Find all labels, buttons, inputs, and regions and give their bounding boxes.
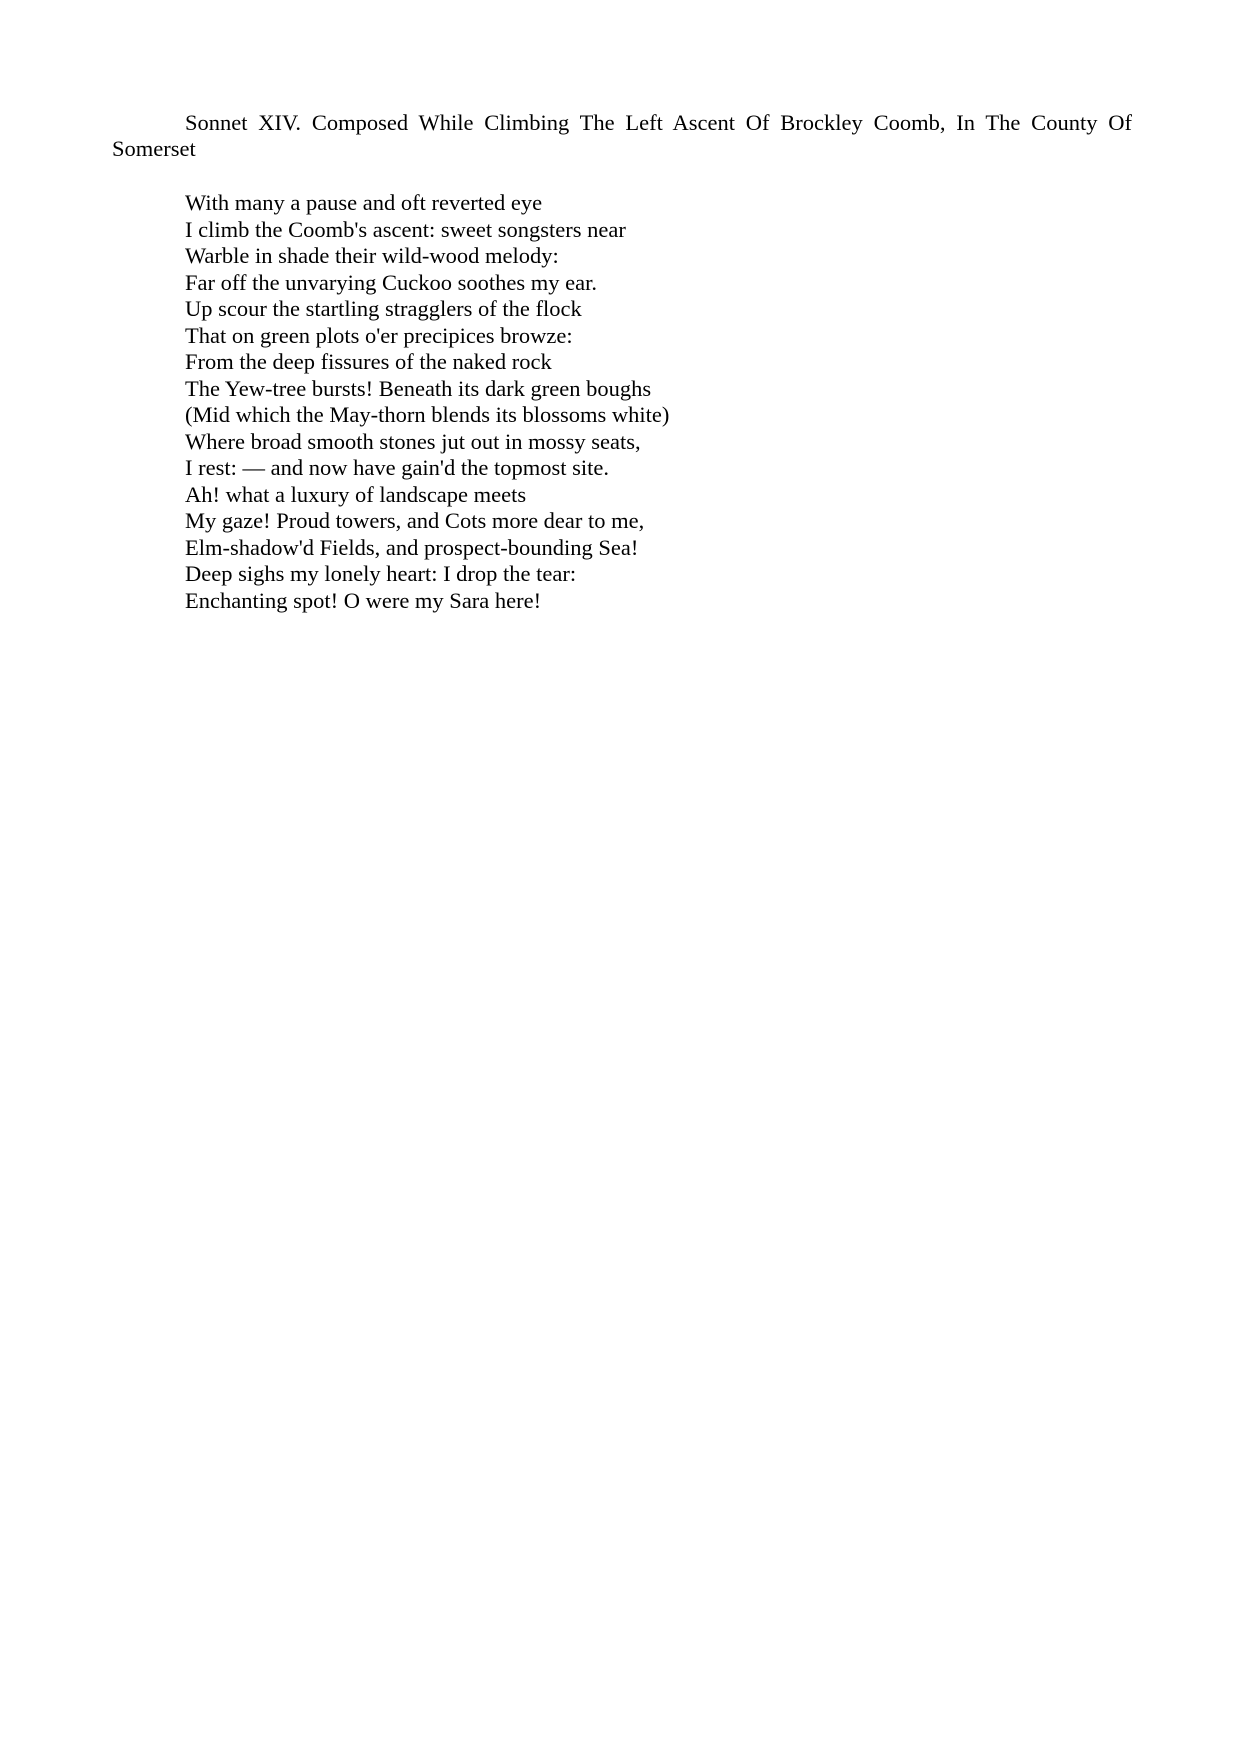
poem-line: From the deep fissures of the naked rock bbox=[185, 349, 552, 374]
poem-line: I climb the Coomb's ascent: sweet songsters near bbox=[185, 216, 626, 242]
poem-line: Warble in shade their wild-wood melody: bbox=[185, 243, 559, 268]
poem-line: I rest: — and now have gain'd the topmost site. bbox=[185, 455, 609, 480]
poem-line: The Yew-tree bursts! Beneath its dark green boughs bbox=[185, 375, 652, 401]
poem-body bbox=[185, 190, 669, 614]
poem-line: Enchanting spot! O were my Sara here! bbox=[185, 587, 542, 613]
poem-line: Where broad smooth stones jut out in mossy seats, bbox=[185, 428, 641, 454]
poem-line: Up scour the startling stragglers of the flock bbox=[185, 296, 582, 321]
poem-line: Deep sighs my lonely heart: I drop the tear: bbox=[185, 561, 577, 586]
poem-line: Ah! what a luxury of landscape meets bbox=[185, 481, 527, 507]
poem-line: (Mid which the May-thorn blends its blossoms white) bbox=[185, 402, 670, 427]
poem-line: That on green plots o'er precipices browze: bbox=[185, 322, 573, 348]
poem-line: Far off the unvarying Cuckoo soothes my ear. bbox=[185, 269, 598, 295]
poem-line: With many a pause and oft reverted eye bbox=[185, 190, 543, 215]
poem-title: Sonnet XIV. Composed While Climbing The Left Ascent Of Brockley Coomb, In The County Of Somerset bbox=[112, 110, 1132, 161]
poem-line: Elm-shadow'd Fields, and prospect-bounding Sea! bbox=[185, 534, 639, 560]
poem-line: My gaze! Proud towers, and Cots more dear to me, bbox=[185, 508, 645, 533]
